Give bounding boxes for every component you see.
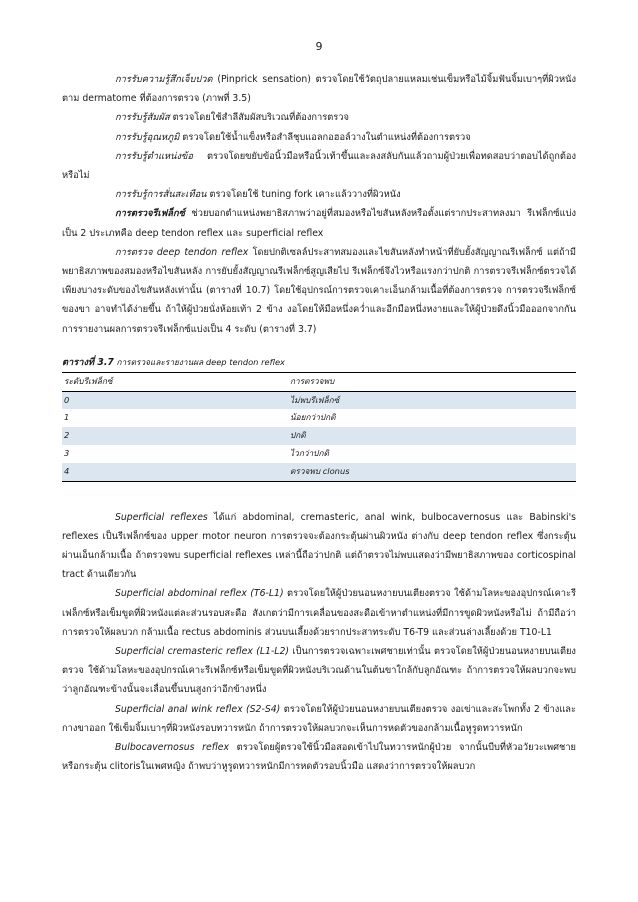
paragraph-text: โดยปกติเซลล์ประสาทสมองและไขสันหลังทำหน้าที่ยับยั้งสัญญาณรีเฟล็กซ์ แต่ถ้ามีพยาธิสภาพของสมองหรือไขสันหลัง การยับยั้งสัญญาณรีเฟล็กซ์สูญเสียไป รีเฟล็กซ์จึงไวหรือแรงกว่าปกติ การตรวจรีเฟล็กซ์ตรวจได้เพียงบางระดับของไขสันหลังเท่านั้น (ตารางที่ 10.7) โดยใช้อุปกรณ์การตรวจเคาะเอ็นกล้ามเนื้อที่ต้องการตรวจ การตรวจรีเฟล็กซ์ของขา อาจทำได้ง่ายขึ้น ถ้าให้ผู้ป่วยนั่งห้อยเท้า 2 ข้าง งอโดยให้มือหนึ่งคว่ำและอีกมือหนึ่งหงายและให้ผู้ป่วยดึงนิ้วมือออกจากกัน การรายงานผลการตรวจรีเฟล็กซ์แบ่งเป็น 4 ระดับ (ตารางที่ 3.7) xyxy=(62,246,576,335)
paragraph-term: การตรวจรีเฟล็กซ์ xyxy=(115,208,185,220)
paragraph-text: ตรวจโดยให้ผู้ป่วยนอนหงายบนเตียงตรวจ ใช้ด้ามโลหะของอุปกรณ์เคาะรีเฟล็กซ์หรือเข็มขูดที่ผิวหนังแต่ละส่วนรอบสะดือ สังเกตว่ามีการเคลื่อนของสะดือเข้าหาตำแหน่งที่มีการขูดผิวหนังหรือไม่ ถ้ามีถือว่าการตรวจให้ผลบวก กล้ามเนื้อ rectus abdominis ส่วนบนเลี้ยงด้วยรากประสาทระดับ T6-T9 และส่วนล่างเลี้ยงด้วย T10-L1 xyxy=(62,588,576,638)
table-cell-level: 3 xyxy=(64,448,70,459)
paragraph-text: ตรวจโดยผู้ตรวจใช้นิ้วมือสอดเข้าไปในทวารหนักผู้ป่วย จากนั้นบีบที่หัวอวัยวะเพศชายหรือกระตุ้น clitorisในเพศหญิง ถ้าพบว่าหูรูดทวารหนักมีการหดตัวรอบนิ้วมือ แสดงว่าการตรวจให้ผลบวก xyxy=(62,742,576,773)
paragraph-text: (Pinprick sensation) ตรวจโดยใช้วัตถุปลายแหลมเช่นเข็มหรือไม้จิ้มฟันจิ้มเบาๆที่ผิวหนังตาม dermatome ที่ต้องการตรวจ (ภาพที่ 3.5) xyxy=(62,74,576,105)
table-cell-level: 2 xyxy=(64,430,70,441)
table-row xyxy=(62,409,576,427)
paragraph-term: การรับรู้อุณหภูมิ xyxy=(115,131,180,143)
table-cell-finding: ไวกว่าปกติ xyxy=(290,448,329,459)
paragraph-text: ตรวจโดยใช้ tuning fork เคาะแล้ววางที่ผิวหนัง xyxy=(206,189,401,201)
table-cell-level: 0 xyxy=(64,394,70,405)
table-row xyxy=(62,391,576,409)
table-row xyxy=(62,445,576,463)
paragraph xyxy=(62,584,576,642)
paragraph-term: การรับรู้การสั่นสะเทือน xyxy=(115,189,207,201)
table-row xyxy=(62,427,576,445)
paragraph xyxy=(62,147,576,185)
table-cell-finding: น้อยกว่าปกติ xyxy=(290,412,336,423)
paragraph-text: ได้แก่ abdominal, cremasteric, anal wink, bulbocavernosus และ Babinski's reflexes เป็นรีเฟล็กซ์ของ upper motor neuron การตรวจจะต้องกระตุ้นผ่านผิวหนัง ต่างกับ deep tendon reflex ซึ่งกระตุ้นผ่านเอ็นกล้ามเนื้อ ถ้าตรวจพบ superficial reflexes เหล่านี้ถือว่าปกติ แต่ถ้าตรวจไม่พบแสดงว่ามีพยาธิสภาพของ corticospinal tract ด้านเดียวกัน xyxy=(62,511,576,581)
table-cell-finding: ปกติ xyxy=(290,430,306,441)
paragraph-text: ตรวจโดยให้ผู้ป่วยนอนหงายบนเตียงตรวจ งอเข่าและสะโพกทั้ง 2 ข้างและกางขาออก ใช้เข็มจิ้มเบาๆที่ผิวหนังรอบทวารหนัก ถ้าการตรวจให้ผลบวกจะเห็นการหดตัวของกล้ามเนื้อหูรูดทวารหนัก xyxy=(62,703,576,734)
paragraph-text: เป็นการตรวจเฉพาะเพศชายเท่านั้น ตรวจโดยให้ผู้ป่วยนอนหงายบนเตียงตรวจ ใช้ด้ามโลหะของอุปกรณ์เคาะรีเฟล็กซ์หรือเข็มขูดที่ผิวหนังบริเวณด้านในต้นขาใกล้กับลูกอัณฑะ ถ้าการตรวจให้ผลบวกจะพบว่าลูกอัณฑะข้างนั้นจะเลื่อนขึ้นบนสูงกว่าอีกข้างหนึ่ง xyxy=(62,646,576,696)
paragraph-term: Bulbocavernosus reflex xyxy=(115,742,229,754)
text-section-top xyxy=(62,70,576,339)
table-cell-level: 1 xyxy=(64,412,70,423)
paragraph-term: Superficial anal wink reflex (S2-S4) xyxy=(115,703,281,715)
document-body xyxy=(62,70,576,776)
paragraph xyxy=(62,243,576,339)
page-number: 9 xyxy=(315,40,323,53)
paragraph-term: Superficial abdominal reflex (T6-L1) xyxy=(115,588,284,600)
paragraph-term: การตรวจ deep tendon reflex xyxy=(115,246,249,258)
text-section-bottom xyxy=(62,508,576,777)
reflex-grading-table xyxy=(62,372,576,482)
paragraph xyxy=(62,700,576,738)
paragraph xyxy=(62,128,576,147)
table-caption-number: ตารางที่ 3.7 xyxy=(62,356,114,368)
paragraph-term: การรับรู้สัมผัส xyxy=(115,112,170,124)
paragraph-text: ตรวจโดยใช้น้ำแข็งหรือสำลีชุบแอลกอฮอล์วางในตำแหน่งที่ต้องการตรวจ xyxy=(179,131,471,143)
table-cell-finding: ตรวจพบ clonus xyxy=(290,465,350,476)
paragraph-term: การรับความรู้สึกเจ็บปวด xyxy=(115,74,213,85)
table-row xyxy=(62,463,576,481)
table-header-row xyxy=(62,372,576,391)
paragraph xyxy=(62,508,576,585)
table-cell-finding: ไม่พบรีเฟล็กซ์ xyxy=(290,394,340,405)
table-header-reflex-level: ระดับรีเฟล็กซ์ xyxy=(64,375,113,386)
paragraph-term: Superficial cremasteric reflex (L1-L2) xyxy=(115,646,290,658)
paragraph-text: ตรวจโดยใช้สำลีสัมผัสบริเวณที่ต้องการตรวจ xyxy=(169,112,349,124)
paragraph-text: ช่วยบอกตำแหน่งพยาธิสภาพว่าอยู่ที่สมองหรือไขสันหลังหรือตั้งแต่รากประสาทลงมา รีเฟล็กซ์แบ่งเป็น 2 ประเภทคือ deep tendon reflex และ superficial reflex xyxy=(62,208,576,239)
paragraph-term: การรับรู้ตำแหน่งข้อ xyxy=(115,150,193,162)
paragraph xyxy=(62,204,576,242)
table-header-finding: การตรวจพบ xyxy=(290,375,335,386)
table-caption-text: การตรวจและรายงานผล deep tendon reflex xyxy=(113,356,285,367)
paragraph xyxy=(62,108,576,127)
paragraph xyxy=(62,642,576,700)
paragraph xyxy=(62,70,576,108)
paragraph xyxy=(62,185,576,204)
paragraph-term: Superficial reflexes xyxy=(115,511,208,523)
table-caption xyxy=(62,355,576,370)
paragraph xyxy=(62,738,576,776)
table-cell-level: 4 xyxy=(64,465,70,476)
paragraph-text: ตรวจโดยขยับข้อนิ้วมือหรือนิ้วเท้าขึ้นและลงสลับกันแล้วถามผู้ป่วยเพื่อทดสอบว่าตอบได้ถูกต้องหรือไม่ xyxy=(62,150,576,182)
